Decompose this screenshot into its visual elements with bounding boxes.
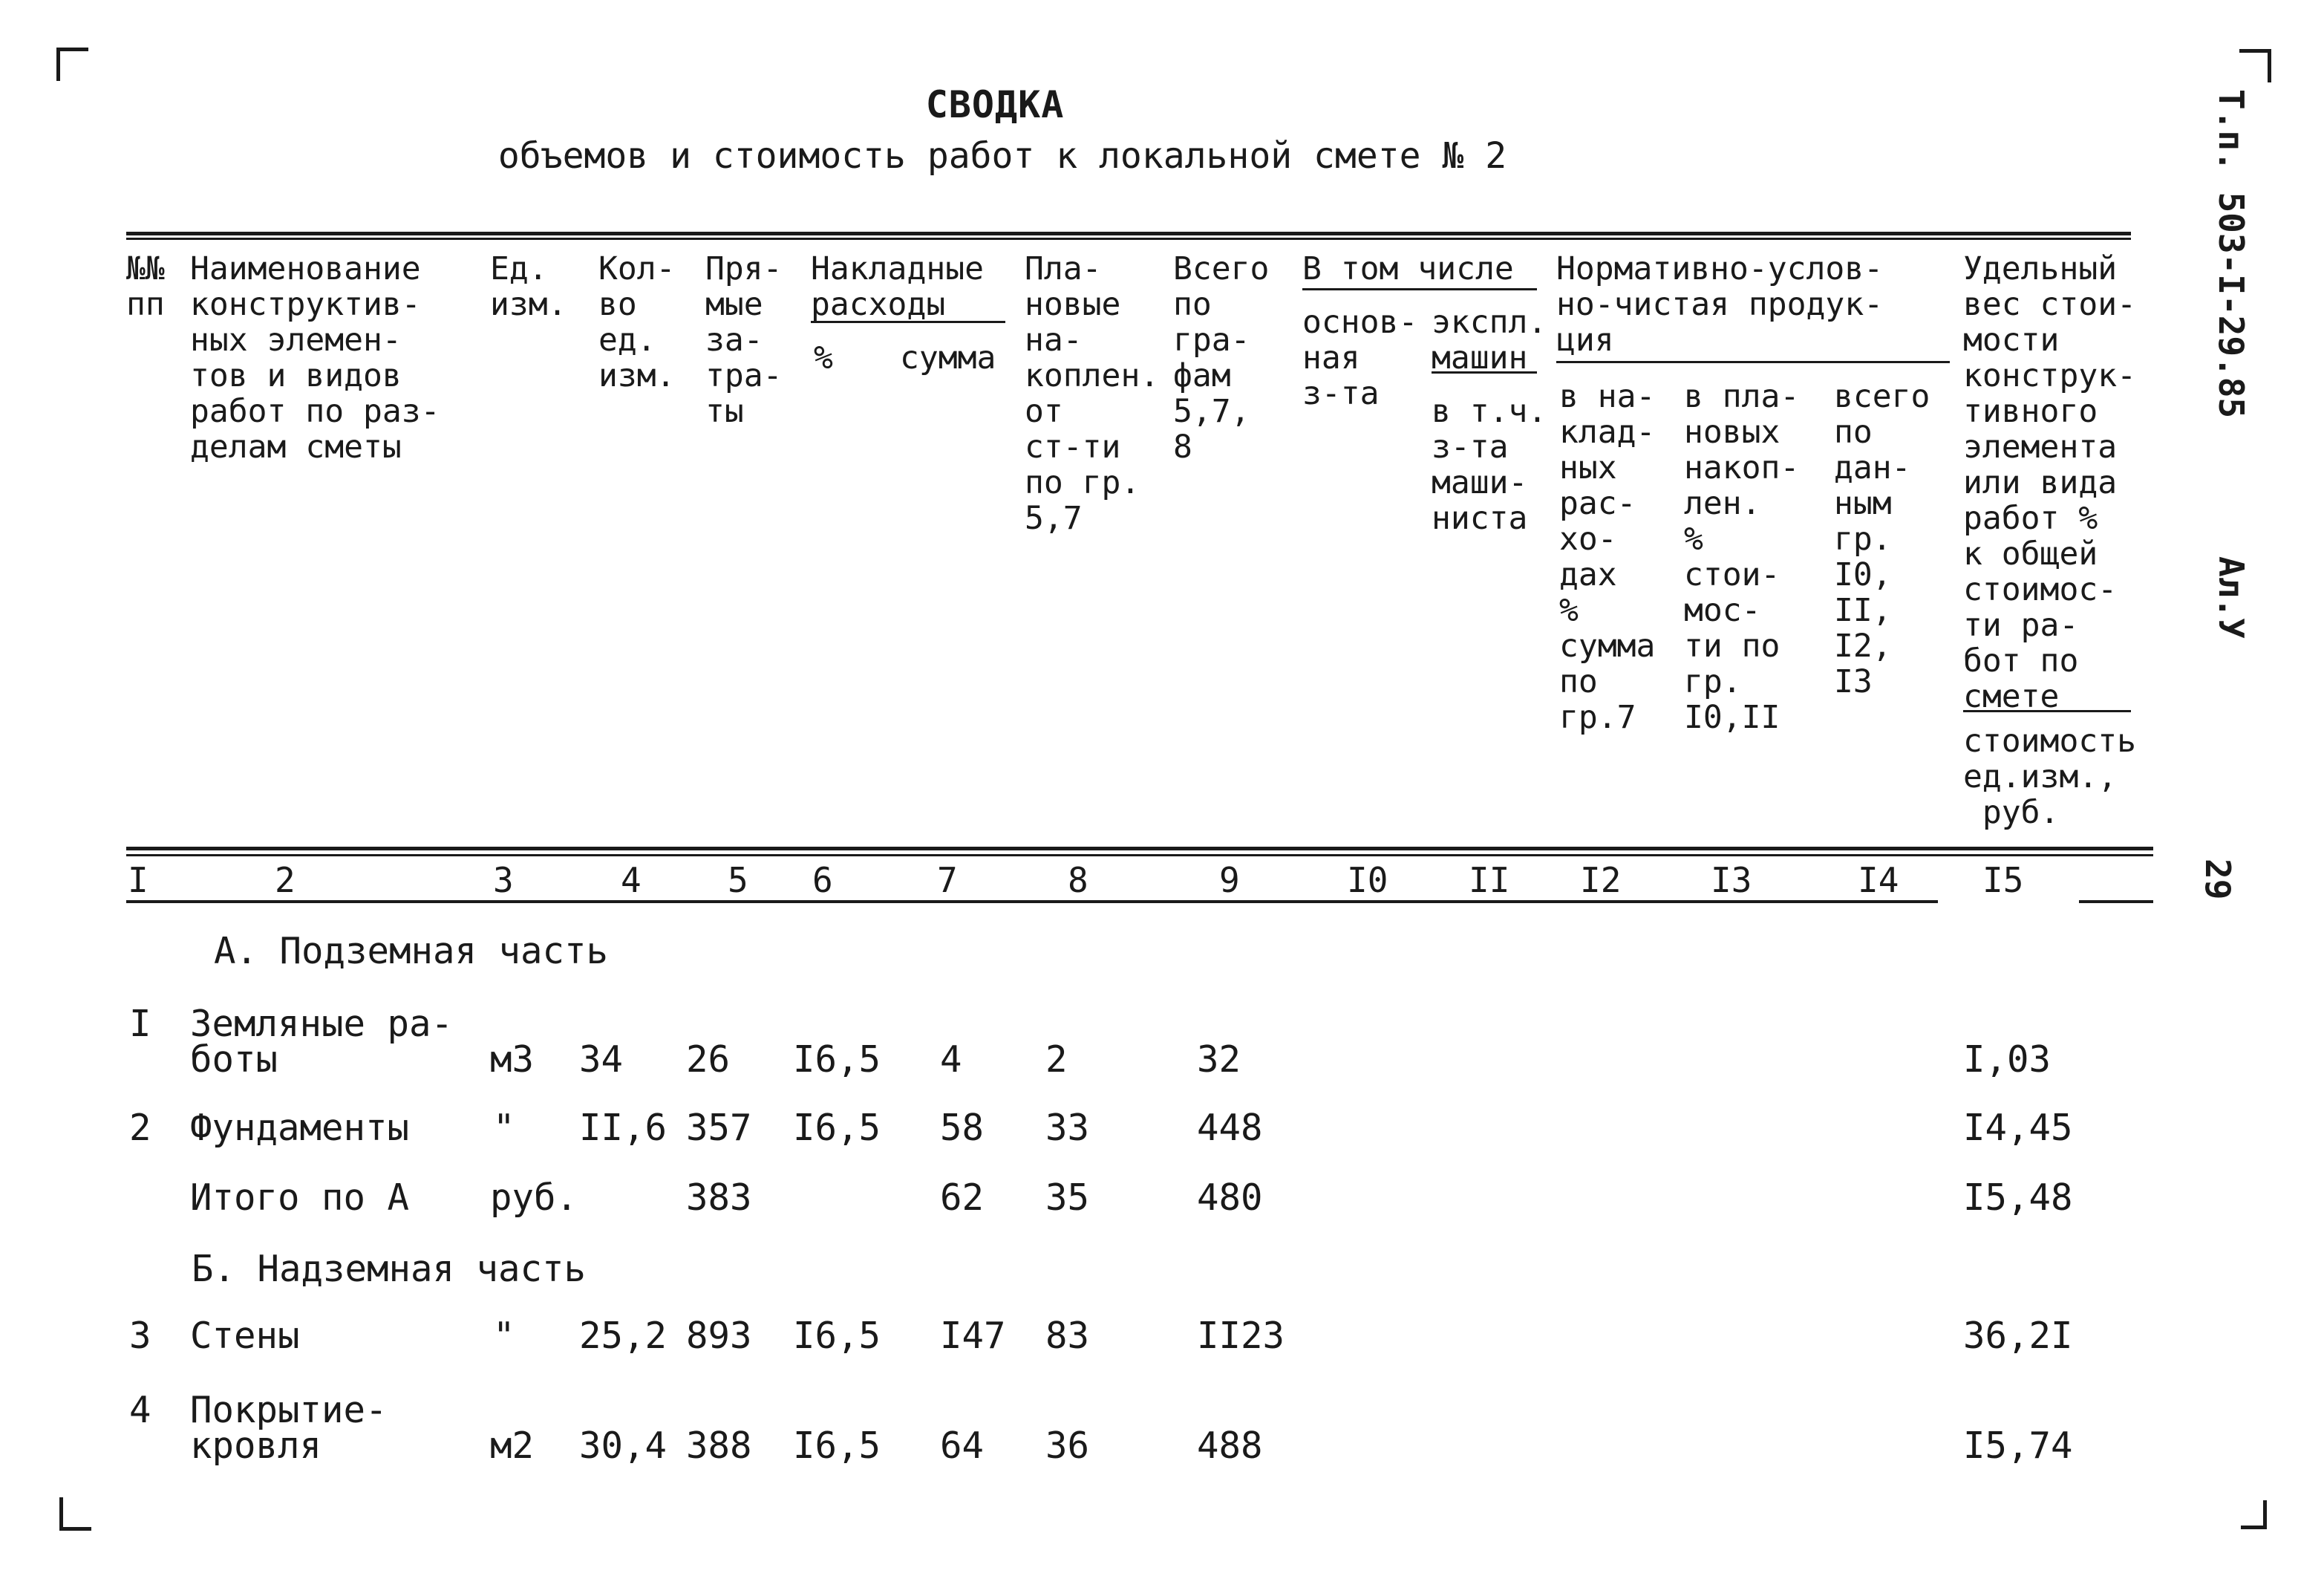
row-direct: 388: [686, 1425, 752, 1467]
row-overhead-sum: 58: [940, 1107, 985, 1149]
column-number: 2: [275, 860, 296, 900]
row-unit: руб.: [490, 1176, 578, 1219]
row-name: Фундаменты: [190, 1107, 410, 1149]
header-unit-cost: стоимость ед.изм., руб.: [1963, 723, 2136, 831]
column-number: 5: [728, 860, 748, 900]
row-share: I,03: [1963, 1038, 2052, 1081]
row-share: I5,74: [1963, 1425, 2073, 1467]
header-name: Наименование конструктив- ных элемен- тов и видов работ по раз- делам сметы: [190, 250, 440, 466]
column-number: I4: [1858, 860, 1899, 900]
corner-mark-top-right: [2239, 49, 2271, 82]
document-subtitle: объемов и стоимость работ к локальной смете № 2: [497, 135, 1507, 177]
header-overhead-pct: %: [814, 339, 833, 377]
header-planned: Пла- новые на- коплен. от ст-ти по гр. 5,7: [1025, 250, 1160, 537]
row-name: Земляные ра-: [190, 1003, 454, 1045]
page-number: 29: [2198, 859, 2238, 900]
side-album: Ал.У: [2211, 556, 2251, 639]
header-bottom-rule: [126, 847, 2153, 850]
column-number: I2: [1580, 860, 1622, 900]
row-overhead-pct: I6,5: [793, 1107, 881, 1149]
column-number: I0: [1347, 860, 1388, 900]
row-number: I: [129, 1003, 151, 1045]
row-total: 448: [1197, 1107, 1263, 1149]
row-overhead-sum: 4: [940, 1038, 962, 1081]
row-name: Покрытие-: [190, 1389, 388, 1431]
row-unit: ": [493, 1107, 515, 1149]
column-number: 3: [493, 860, 514, 900]
row-number: 2: [129, 1107, 151, 1149]
section-title-b: Б. Надземная часть: [192, 1248, 587, 1290]
row-planned: 36: [1045, 1425, 1090, 1467]
row-overhead-sum: I47: [940, 1315, 1006, 1357]
row-number: 3: [129, 1315, 151, 1357]
column-number-rule-right: [2079, 900, 2153, 903]
row-planned: 35: [1045, 1176, 1090, 1219]
header-overhead-2: расходы: [811, 286, 946, 323]
header-net-planned: в пла- новых накоп- лен. % стои- мос- ти по гр. I0,II: [1684, 378, 1800, 736]
header-no: №№ пп: [126, 250, 165, 323]
row-direct: 26: [686, 1038, 731, 1081]
corner-mark-bottom-left: [59, 1497, 91, 1531]
header-overhead-sum: сумма: [900, 339, 996, 377]
row-overhead-pct: I6,5: [793, 1038, 881, 1081]
header-net-overhead: в на- клад- ных рас- хо- дах % сумма по гр.7: [1559, 378, 1656, 736]
row-total: 32: [1197, 1038, 1241, 1081]
column-number: II: [1469, 860, 1510, 900]
row-name: Стены: [190, 1315, 300, 1357]
row-qty: 34: [579, 1038, 624, 1081]
row-unit: ": [493, 1315, 515, 1357]
row-planned: 2: [1045, 1038, 1068, 1081]
row-direct: 357: [686, 1107, 752, 1149]
row-share: 36,2I: [1963, 1315, 2073, 1357]
row-direct: 893: [686, 1315, 752, 1357]
column-number-rule: [126, 900, 1938, 903]
header-bottom-rule-2: [126, 854, 2153, 856]
header-qty: Кол- во ед. изм.: [598, 250, 676, 394]
column-number: 4: [621, 860, 642, 900]
column-number: 7: [937, 860, 958, 900]
row-name-cont: боты: [190, 1038, 278, 1081]
side-stamp: [2190, 89, 2272, 639]
row-overhead-pct: I6,5: [793, 1315, 881, 1357]
row-planned: 83: [1045, 1315, 1090, 1357]
header-direct: Пря- мые за- тра- ты: [705, 250, 783, 430]
corner-mark-bottom-right: [2241, 1500, 2267, 1529]
header-overhead: Накладные: [811, 250, 984, 287]
row-qty: 30,4: [579, 1425, 668, 1467]
column-number: I5: [1982, 860, 2024, 900]
header-machine-ops-2: машин: [1432, 339, 1528, 377]
row-share: I4,45: [1963, 1107, 2073, 1149]
row-unit: м3: [490, 1038, 535, 1081]
product-rule: [1556, 361, 1950, 363]
column-number: 8: [1068, 860, 1088, 900]
row-name-cont: кровля: [190, 1425, 322, 1467]
row-share: I5,48: [1963, 1176, 2073, 1219]
incl-rule: [1302, 288, 1537, 290]
header-net-total: всего по дан- ным гр. I0, II, I2, I3: [1834, 378, 1930, 700]
header-total: Всего по гра- фам 5,7, 8: [1173, 250, 1270, 466]
row-unit: м2: [490, 1425, 535, 1467]
header-share: Удельный вес стои- мости конструк- тивного элемента или вида работ % к общей стоимос- ти ра- бот по смете: [1963, 250, 2136, 715]
header-unit: Ед. изм.: [490, 250, 567, 323]
document-title: СВОДКА: [925, 83, 1065, 126]
table-top-rule-2: [126, 238, 2131, 240]
column-number: 9: [1219, 860, 1240, 900]
column-number: I3: [1711, 860, 1752, 900]
row-planned: 33: [1045, 1107, 1090, 1149]
header-net-product: Нормативно-услов- но-чистая продук- ция: [1556, 250, 1884, 359]
header-including: В том числе: [1302, 250, 1514, 287]
row-number: 4: [129, 1389, 151, 1431]
row-qty: II,6: [579, 1107, 668, 1149]
row-name: Итого по А: [190, 1176, 410, 1219]
header-machinist-wage: в т.ч. з-та маши- ниста: [1432, 393, 1547, 537]
header-base-wage: основ- ная з-та: [1302, 304, 1418, 412]
row-total: 488: [1197, 1425, 1263, 1467]
row-total: II23: [1197, 1315, 1285, 1357]
header-machine-ops: экспл.: [1432, 304, 1547, 341]
row-overhead-sum: 62: [940, 1176, 985, 1219]
row-overhead-pct: I6,5: [793, 1425, 881, 1467]
row-direct: 383: [686, 1176, 752, 1219]
row-overhead-sum: 64: [940, 1425, 985, 1467]
section-title-a: А. Подземная часть: [214, 930, 609, 972]
table-top-rule: [126, 232, 2131, 235]
side-code: Т.п. 503-I-29.85: [2211, 89, 2251, 419]
corner-mark-top-left: [56, 48, 88, 81]
row-total: 480: [1197, 1176, 1263, 1219]
column-number: 6: [812, 860, 833, 900]
column-number: I: [128, 860, 148, 900]
row-qty: 25,2: [579, 1315, 668, 1357]
